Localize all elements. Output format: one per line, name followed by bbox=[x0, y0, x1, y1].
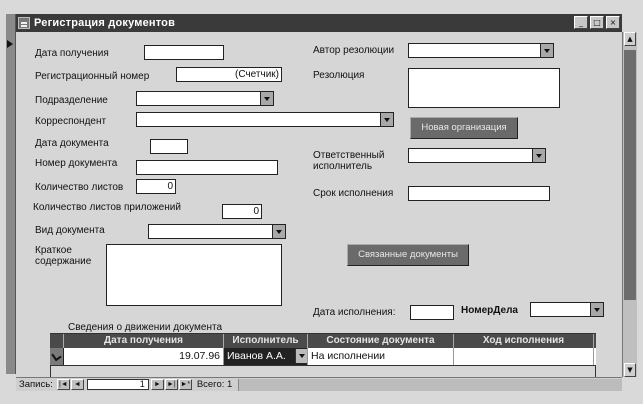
cell-date-received[interactable]: 19.07.96 bbox=[64, 348, 224, 365]
subform-title: Сведения о движении документа bbox=[68, 322, 223, 333]
minimize-button[interactable]: _ bbox=[574, 16, 588, 29]
system-menu-icon[interactable] bbox=[18, 17, 30, 29]
doc-type-label: Вид документа bbox=[35, 225, 105, 236]
scroll-up-icon[interactable]: ▲ bbox=[624, 32, 636, 46]
attach-sheet-count-label: Количество листов приложений bbox=[33, 202, 181, 213]
date-received-input[interactable] bbox=[144, 45, 224, 60]
exec-date-label: Дата исполнения: bbox=[313, 307, 396, 318]
resolution-author-label: Автор резолюции bbox=[313, 45, 395, 56]
doc-date-label: Дата документа bbox=[35, 138, 109, 149]
executor-combo[interactable] bbox=[408, 148, 546, 163]
record-selector-bar[interactable] bbox=[6, 14, 16, 374]
cell-state[interactable]: На исполнении bbox=[308, 348, 454, 365]
department-label: Подразделение bbox=[35, 95, 108, 106]
summary-textarea[interactable] bbox=[106, 244, 282, 306]
cell-executor[interactable] bbox=[224, 348, 308, 365]
scroll-down-icon[interactable]: ▼ bbox=[624, 363, 636, 377]
next-record-button[interactable]: ► bbox=[151, 379, 164, 390]
date-received-label: Дата получения bbox=[35, 48, 109, 59]
exec-date-input[interactable] bbox=[410, 305, 454, 320]
previous-record-button[interactable]: ◄ bbox=[71, 379, 84, 390]
column-header-progress[interactable]: Ход исполнения bbox=[454, 334, 594, 348]
sheet-count-input[interactable]: 0 bbox=[136, 179, 176, 194]
doc-type-combo[interactable] bbox=[148, 224, 286, 239]
deadline-label: Срок исполнения bbox=[313, 188, 394, 199]
chevron-down-icon[interactable] bbox=[380, 113, 393, 126]
movement-grid-header bbox=[50, 334, 596, 348]
chevron-down-icon[interactable] bbox=[260, 92, 273, 105]
case-number-label: НомерДела bbox=[461, 305, 518, 316]
window-controls bbox=[574, 16, 620, 29]
horizontal-scrollbar[interactable] bbox=[238, 379, 622, 391]
chevron-down-icon[interactable] bbox=[272, 225, 285, 238]
header-row-selector bbox=[50, 334, 64, 348]
scroll-thumb[interactable] bbox=[624, 50, 636, 300]
first-record-button[interactable]: |◄ bbox=[57, 379, 70, 390]
related-documents-button[interactable]: Связанные документы bbox=[347, 244, 469, 266]
column-header-executor[interactable]: Исполнитель bbox=[224, 334, 308, 348]
window-title: Регистрация документов bbox=[34, 17, 176, 29]
window-titlebar[interactable] bbox=[16, 14, 622, 32]
correspondent-label: Корреспондент bbox=[35, 116, 107, 127]
current-record-input[interactable]: 1 bbox=[87, 379, 149, 390]
reg-number-label: Регистрационный номер bbox=[35, 71, 150, 82]
department-combo[interactable] bbox=[136, 91, 274, 106]
deadline-input[interactable] bbox=[408, 186, 550, 201]
resolution-textarea[interactable] bbox=[408, 68, 560, 108]
executor-label-line2: исполнитель bbox=[313, 161, 373, 172]
vertical-scrollbar[interactable] bbox=[622, 32, 637, 377]
attach-sheet-count-input[interactable]: 0 bbox=[222, 204, 262, 219]
table-row[interactable] bbox=[50, 348, 596, 366]
sheet-count-label: Количество листов bbox=[35, 182, 124, 193]
doc-number-input[interactable] bbox=[136, 160, 278, 175]
reg-number-input[interactable]: (Счетчик) bbox=[176, 67, 282, 82]
cell-progress[interactable] bbox=[454, 348, 594, 365]
chevron-down-icon[interactable] bbox=[590, 303, 603, 316]
new-organization-button[interactable]: Новая организация bbox=[410, 117, 518, 139]
resolution-author-combo[interactable] bbox=[408, 43, 554, 58]
cell-executor-value: Иванов А.А. bbox=[227, 350, 286, 362]
executor-label-line1: Ответственный bbox=[313, 150, 385, 161]
new-record-button[interactable]: ►* bbox=[180, 381, 191, 388]
resolution-label: Резолюция bbox=[313, 70, 365, 81]
close-button[interactable]: × bbox=[606, 16, 620, 29]
summary-label-line1: Краткое bbox=[35, 245, 72, 256]
case-number-combo[interactable] bbox=[530, 302, 604, 317]
doc-number-label: Номер документа bbox=[35, 158, 118, 169]
record-navigation-bar bbox=[16, 377, 622, 391]
summary-label-line2: содержание bbox=[35, 256, 92, 267]
last-record-button[interactable]: ►| bbox=[165, 379, 178, 390]
column-header-date-received[interactable]: Дата получения bbox=[64, 334, 224, 348]
maximize-button[interactable]: □ bbox=[590, 16, 604, 29]
doc-date-input[interactable] bbox=[150, 139, 188, 154]
column-header-state[interactable]: Состояние документа bbox=[308, 334, 454, 348]
record-total: Всего: 1 bbox=[196, 379, 233, 390]
chevron-down-icon[interactable] bbox=[532, 149, 545, 162]
row-edit-pencil-icon[interactable] bbox=[50, 348, 64, 365]
correspondent-combo[interactable] bbox=[136, 112, 394, 127]
record-label: Запись: bbox=[19, 379, 53, 390]
chevron-down-icon[interactable] bbox=[540, 44, 553, 57]
chevron-down-icon[interactable] bbox=[295, 349, 307, 363]
current-record-arrow-icon bbox=[7, 40, 13, 48]
